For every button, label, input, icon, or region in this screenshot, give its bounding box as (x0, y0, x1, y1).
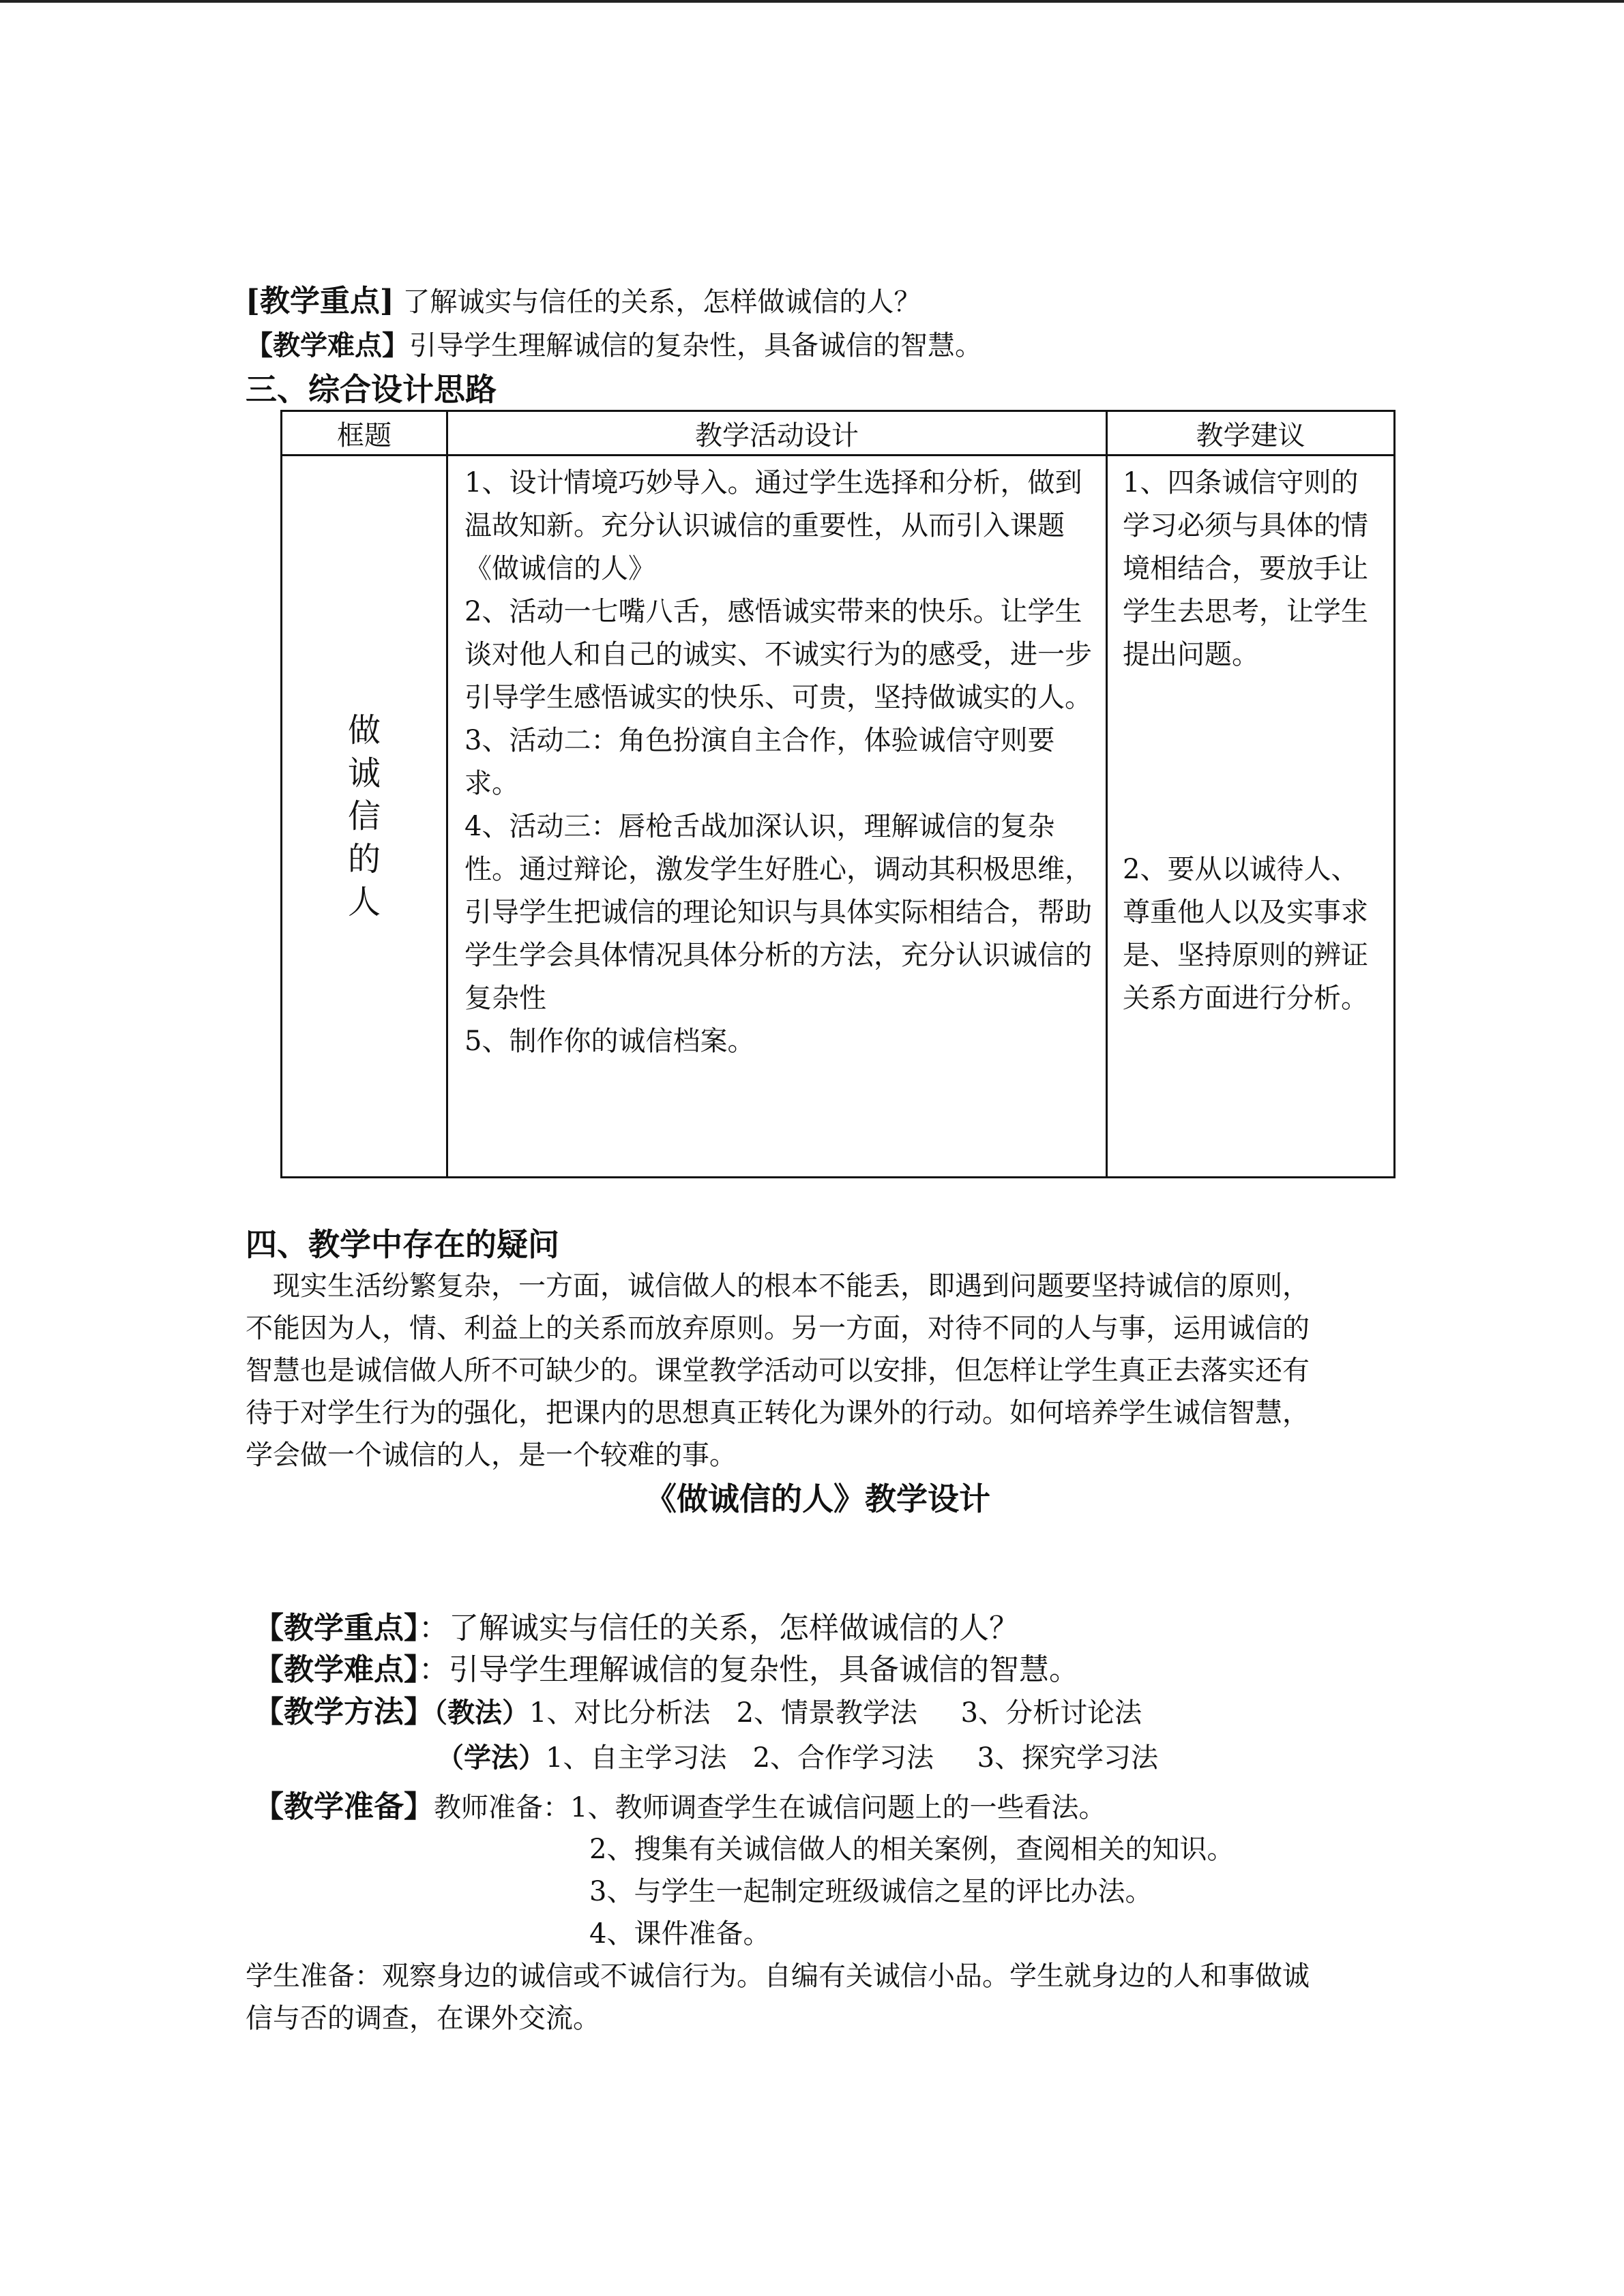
document-title: 《做诚信的人》教学设计 (645, 1480, 990, 1517)
key-point-label: [教学重点] (246, 284, 394, 318)
learn-methods-text: 1、自主学习法 2、合作学习法 3、探究学习法 (546, 1742, 1159, 1774)
learning-methods-line (437, 1744, 1158, 1772)
second-key-point-line (254, 1613, 1019, 1643)
section4-line-4: 待于对学生行为的强化，把课内的思想真正转化为课外的行动。如何培养学生诚信智慧， (246, 1397, 1310, 1429)
suggestion-item-2: 2、要从以诚待人、尊重他人以及实事求是、坚持原则的辨证关系方面进行分析。 (1123, 854, 1368, 1014)
teacher-prep-item-4: 4、课件准备。 (589, 1918, 771, 1950)
table-header-row (282, 411, 1395, 456)
frame-title-char: 信 (347, 796, 381, 835)
section3-heading: 三、综合设计思路 (246, 371, 497, 408)
teacher-prep-line (254, 1789, 1106, 1824)
second-key-point-text: ：了解诚实与信任的关系，怎样做诚信的人？ (419, 1611, 1019, 1645)
table-row (282, 456, 1395, 1178)
frame-title-char: 的 (347, 839, 381, 878)
student-prep-line-2: 信与否的调查，在课外交流。 (246, 2003, 600, 2034)
teacher-prep-item-2: 2、搜集有关诚信做人的相关案例，查阅相关的知识。 (589, 1834, 1235, 1865)
section4-line-3: 智慧也是诚信做人所不可缺少的。课堂教学活动可以安排，但怎样让学生真正去落实还有 (246, 1355, 1310, 1386)
prep-label: 【教学准备】 (254, 1789, 434, 1824)
activity-item-4: 4、活动三：唇枪舌战加深认识，理解诚信的复杂性。通过辩论，激发学生好胜心，调动其积极思维，引导学生把诚信的理论知识与具体实际相结合，帮助学生学会具体情况具体分析的方法，充分认识诚信的复杂性 (464, 811, 1092, 1014)
top-border-line (0, 0, 1624, 3)
second-difficulty-label: 【教学难点】 (254, 1652, 419, 1687)
section4-line-2: 不能因为人，情、利益上的关系而放弃原则。另一方面，对待不同的人与事，运用诚信的 (246, 1313, 1310, 1344)
key-point-text: 了解诚实与信任的关系，怎样做诚信的人？ (402, 286, 921, 318)
frame-title-char: 人 (347, 882, 381, 921)
student-prep-line-1: 学生准备：观察身边的诚信或不诚信行为。自编有关诚信小品。学生就身边的人和事做诚 (246, 1960, 1310, 1992)
suggestions-cell (1107, 456, 1395, 1178)
teach-methods-text: 1、对比分析法 2、情景教学法 3、分析讨论法 (529, 1697, 1142, 1729)
difficulty-text: 引导学生理解诚信的复杂性，具备诚信的智慧。 (409, 330, 982, 361)
section4-line-5: 学会做一个诚信的人，是一个较难的事。 (246, 1440, 737, 1471)
teach-method-label: （教法） (434, 1697, 529, 1729)
second-difficulty-line (254, 1652, 1079, 1687)
second-difficulty-text: ：引导学生理解诚信的复杂性，具备诚信的智慧。 (419, 1652, 1079, 1687)
teaching-methods-line (254, 1697, 1142, 1727)
activities-cell (447, 456, 1107, 1178)
activity-item-3: 3、活动二：角色扮演自主合作，体验诚信守则要求。 (464, 725, 1055, 799)
header-suggestion: 教学建议 (1107, 411, 1395, 456)
frame-title-char: 诚 (347, 754, 381, 792)
header-activity-design: 教学活动设计 (447, 411, 1107, 456)
section4-line-1: 现实生活纷繁复杂，一方面，诚信做人的根本不能丢，即遇到问题要坚持诚信的原则， (273, 1270, 1310, 1302)
activity-item-2: 2、活动一七嘴八舌，感悟诚实带来的快乐。让学生谈对他人和自己的诚实、不诚实行为的感受，进一步引导学生感悟诚实的快乐、可贵，坚持做诚实的人。 (464, 596, 1092, 713)
second-key-point-label: 【教学重点】 (254, 1611, 419, 1645)
teacher-prep-item-1: 1、教师调查学生在诚信问题上的一些看法。 (570, 1792, 1106, 1823)
key-point-line (246, 286, 921, 316)
suggestion-item-1: 1、四条诚信守则的学习必须与具体的情境相结合，要放手让学生去思考，让学生提出问题。 (1123, 467, 1368, 670)
difficulty-label: 【教学难点】 (246, 329, 409, 361)
activity-item-5: 5、制作你的诚信档案。 (464, 1026, 755, 1057)
difficulty-line (246, 329, 982, 361)
section4-heading: 四、教学中存在的疑问 (246, 1226, 559, 1263)
header-frame: 框题 (282, 411, 447, 456)
teacher-prep-lead: 教师准备： (434, 1792, 570, 1823)
learn-method-label: （学法） (437, 1742, 546, 1774)
activity-item-1: 1、设计情境巧妙导入。通过学生选择和分析，做到温故知新。充分认识诚信的重要性，从而引入课题《做诚信的人》 (464, 467, 1082, 584)
frame-title-char: 做 (347, 711, 381, 749)
teacher-prep-item-3: 3、与学生一起制定班级诚信之星的评比办法。 (589, 1876, 1153, 1907)
design-table (280, 410, 1396, 1178)
suggestion-spacer (1123, 676, 1384, 848)
frame-title-cell (282, 456, 447, 1178)
methods-label: 【教学方法】 (254, 1695, 434, 1729)
